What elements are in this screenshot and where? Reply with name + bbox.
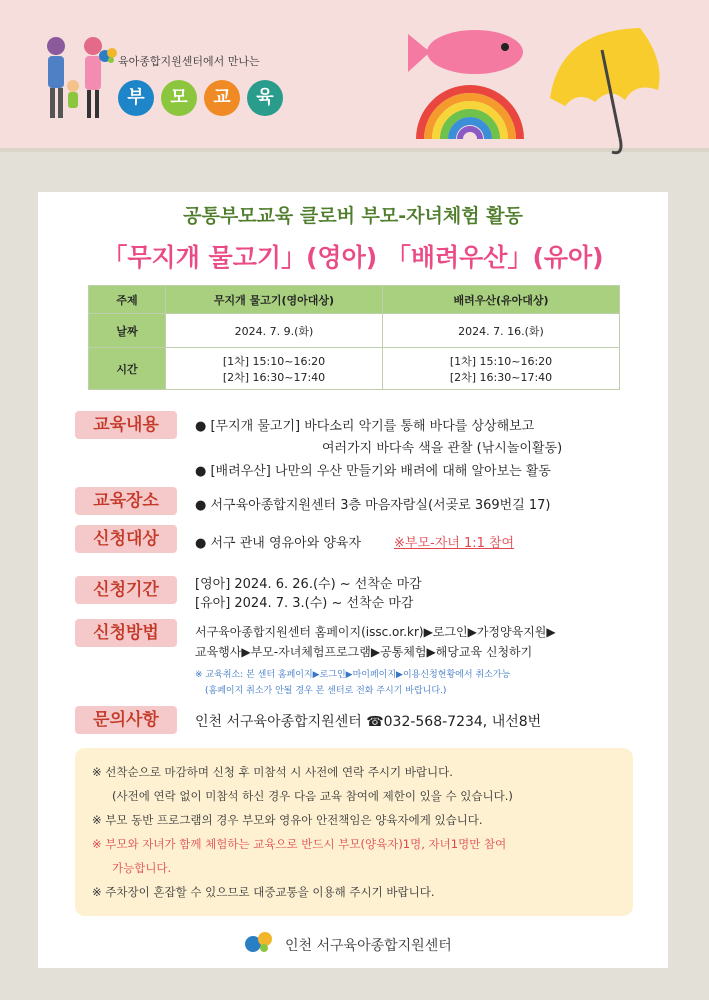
content-line: 여러가지 바다속 색을 관찰 (낚시놀이활동) (322, 441, 563, 456)
table-time-col1 (166, 348, 383, 390)
period-line: [영아] 2024. 6. 26.(수) ~ 선착순 마감 (195, 577, 422, 592)
schedule-table (88, 285, 620, 390)
content-line: ● [배려우산] 나만의 우산 만들기와 배려에 대해 알아보는 활동 (195, 464, 551, 479)
target-note: ※부모-자녀 1:1 참여 (394, 536, 515, 551)
center-logo-icon (98, 45, 118, 65)
section-label-method: 신청방법 (75, 619, 177, 647)
section-label-period: 신청기간 (75, 576, 177, 604)
badge-4: 육 (247, 80, 283, 116)
notice-line: ※ 선착순으로 마감하며 신청 후 미참석 시 사전에 연락 주시기 바랍니다. (92, 765, 453, 779)
table-header-col1: 무지개 물고기(영아대상) (166, 286, 383, 314)
contact-text: 인천 서구육아종합지원센터 ☎032-568-7234, 내선8번 (195, 714, 542, 730)
badge-2: 모 (161, 80, 197, 116)
footer-org-name: 인천 서구육아종합지원센터 (285, 938, 452, 954)
table-header-col2: 배려우산(유아대상) (383, 286, 620, 314)
footer-logo-icon (243, 929, 277, 955)
notice-line: ※ 부모 동반 프로그램의 경우 부모와 영유아 안전책임은 양육자에게 있습니다. (92, 813, 483, 827)
notice-line: ※ 부모와 자녀가 함께 체험하는 교육으로 반드시 부모(양육자)1명, 자녀1명만 참여 (92, 837, 507, 851)
table-label-time: 시간 (89, 348, 166, 390)
page-subtitle: 「무지개 물고기」(영아) 「배려우산」(유아) (102, 243, 604, 272)
rainbow-fish-illustration (400, 14, 535, 142)
badge-1: 부 (118, 80, 154, 116)
logo-tagline: 육아종합지원센터에서 만나는 (118, 55, 260, 68)
method-note: ※ 교육취소: 본 센터 홈페이지▶로그인▶마이페이지▶이용신청현황에서 취소가능 (195, 670, 511, 680)
umbrella-illustration (540, 20, 670, 160)
method-line: 교육행사▶부모-자녀체험프로그램▶공통체험▶해당교육 신청하기 (195, 645, 533, 659)
section-label-content: 교육내용 (75, 411, 177, 439)
method-line: 서구육아종합지원센터 홈페이지(issc.or.kr)▶로그인▶가정양육지원▶ (195, 625, 556, 639)
notice-line: 가능합니다. (112, 861, 172, 875)
target-text: ● 서구 관내 영유아와 양육자 (195, 536, 362, 551)
table-date-col2: 2024. 7. 16.(화) (383, 314, 620, 348)
time-line: [2차] 16:30~17:40 (222, 370, 326, 384)
method-note: (홈페이지 취소가 안될 경우 본 센터로 전화 주시기 바랍니다.) (205, 686, 447, 696)
notice-line: (사전에 연락 없이 미참석 하신 경우 다음 교육 참여에 제한이 있을 수 있습니다.) (112, 789, 513, 803)
table-date-col1: 2024. 7. 9.(화) (166, 314, 383, 348)
table-header-topic: 주제 (89, 286, 166, 314)
time-line: [2차] 16:30~17:40 (449, 370, 553, 384)
section-label-target: 신청대상 (75, 525, 177, 553)
notice-line: ※ 주차장이 혼잡할 수 있으므로 대중교통을 이용해 주시기 바랍니다. (92, 885, 435, 899)
section-label-contact: 문의사항 (75, 706, 177, 734)
period-line: [유아] 2024. 7. 3.(수) ~ 선착순 마감 (195, 596, 414, 611)
time-line: [1차] 15:10~16:20 (222, 354, 326, 368)
badge-3: 교 (204, 80, 240, 116)
place-text: ● 서구육아종합지원센터 3층 마음자람실(서곶로 369번길 17) (195, 498, 551, 513)
table-label-date: 날짜 (89, 314, 166, 348)
page-title: 공통부모교육 클로버 부모-자녀체험 활동 (183, 205, 523, 227)
content-line: ● [무지개 물고기] 바다소리 악기를 통해 바다를 상상해보고 (195, 419, 535, 434)
section-label-place: 교육장소 (75, 487, 177, 515)
table-time-col2 (383, 348, 620, 390)
time-line: [1차] 15:10~16:20 (449, 354, 553, 368)
